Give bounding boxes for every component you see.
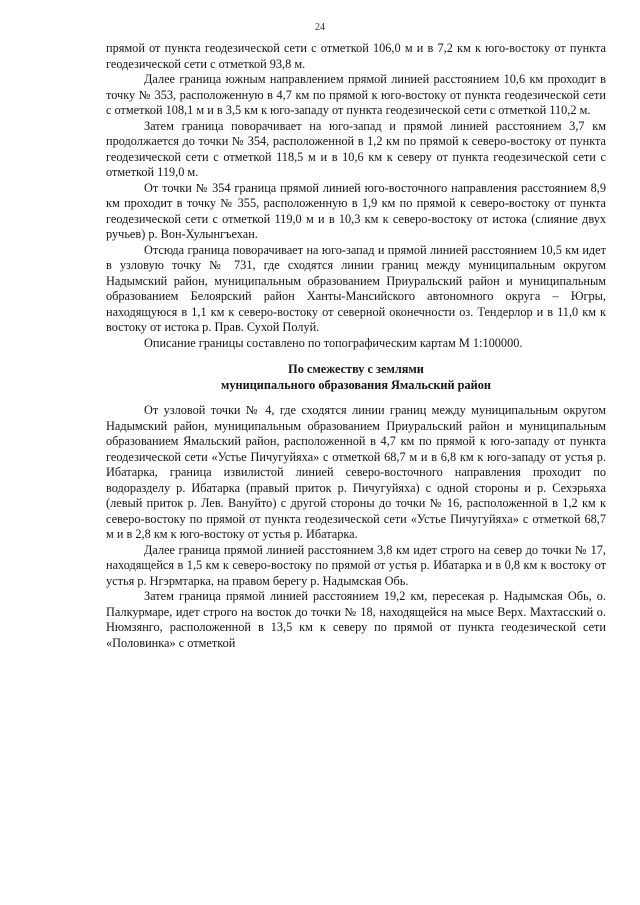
paragraph: Затем граница прямой линией расстоянием 19,2 км, пересекая р. Надымская Обь, о. Палкурмаре, идет строго на восток до точки № 18, находящейся на мысе Верх. Махтасский о. Нюмзянго, расположенной в 13,5 км к северу по прямой от пункта геодезической сети «Половинка» с отметкой: [106, 589, 606, 650]
section-heading-line-2: муниципального образования Ямальский район: [221, 377, 491, 392]
paragraph: Описание границы составлено по топографическим картам М 1:100000.: [144, 335, 523, 350]
document-body: [106, 41, 606, 651]
section-heading-line-1: По смежеству с землями: [288, 362, 424, 376]
page-number: 24: [315, 22, 325, 33]
paragraph: Затем граница поворачивает на юго-запад и прямой линией расстоянием 3,7 км продолжается до точки № 354, расположенной в 1,2 км по прямой к северо-востоку от пункта геодезической сети с отметкой 118,5 м и в 10,6 км к северу от пункта геодезической сети с отметкой 119,0 м.: [106, 118, 606, 179]
paragraph: От точки № 354 граница прямой линией юго-восточного направления расстоянием 8,9 км проходит в точку № 355, расположенную в 1,9 км по прямой к северо-востоку от пункта геодезической сети с отметкой 119,0 м и в 10,3 км к северо-востоку от истока (слияние двух ручьев) р. Вон-Хулынгъехан.: [106, 180, 606, 241]
paragraph: Далее граница прямой линией расстоянием 3,8 км идет строго на север до точки № 17, находящейся в 1,5 км к северо-востоку по прямой от устья р. Ибатарка и в 0,8 км к востоку от устья р. Нгэрмтарка, на правом берегу р. Надымская Обь.: [106, 542, 606, 588]
paragraph: прямой от пункта геодезической сети с отметкой 106,0 м и в 7,2 км к юго-востоку от пункта геодезической сети с отметкой 93,8 м.: [106, 41, 606, 71]
paragraph: Далее граница южным направлением прямой линией расстоянием 10,6 км проходит в точку № 353, расположенную в 4,7 км по прямой к юго-востоку от пункта геодезической сети с отметкой 108,1 м и в 3,5 км к юго-западу от пункта геодезической сети с отметкой 110,2 м.: [106, 72, 606, 117]
section-heading: [106, 362, 606, 393]
paragraph: Отсюда граница поворачивает на юго-запад и прямой линией расстоянием 10,5 км идет в узловую точку № 731, где сходятся линии границ между муниципальным округом Надымский район, муниципальным образованием Приуральский район и муниципальным образованием Белоярский район Ханты-Мансийского автономного округа – Югры, находящуюся в 1,1 км к северо-востоку от северной оконечности оз. Тендерлор и в 11,0 км к востоку от истока р. Прав. Сухой Полуй.: [106, 242, 606, 334]
paragraph: От узловой точки № 4, где сходятся линии границ между муниципальным округом Надымский район, муниципальным образованием Приуральский район и муниципальным образованием Ямальский район, расположенной в 4,7 км по прямой к юго-западу от пункта геодезической сети «Устье Пичугуйяха» с отметкой 68,7 м и в 6,8 км к юго-западу от устья р. Ибатарка, граница извилистой линией северо-восточного направления проходит по водоразделу р. Ибатарка (правый приток р. Пичугуйяха) с одной стороны и р. Сехэрьяха (левый приток р. Лев. Вануйто) с другой стороны до точки № 16, расположенной в 1,2 км к северо-востоку по прямой от пункта геодезической сети «Устье Пичугуйяха» с отметкой 68,7 м и в 2,8 км к юго-востоку от устья р. Ибатарка.: [106, 403, 606, 541]
